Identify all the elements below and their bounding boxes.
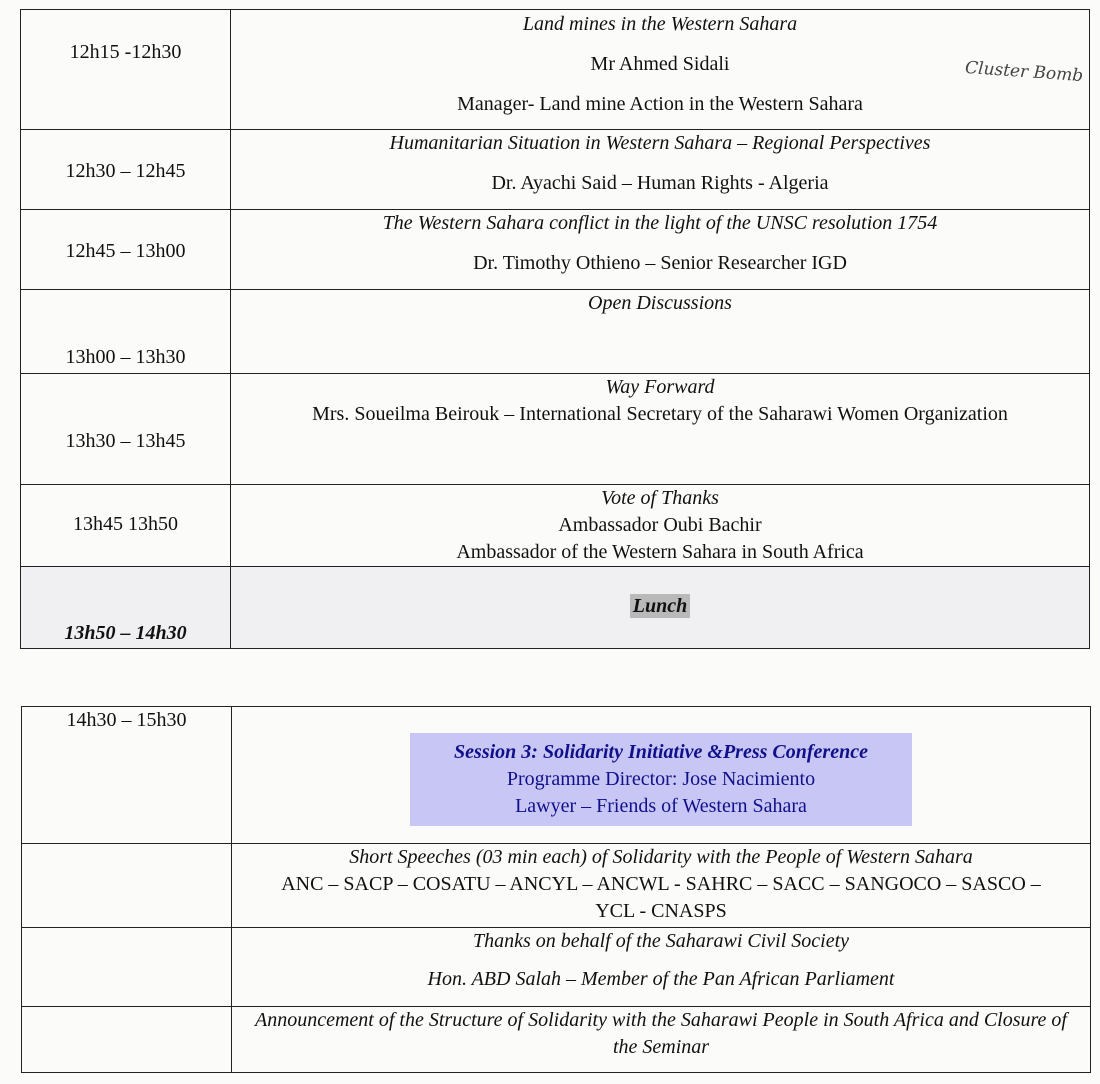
agenda-cell [231, 374, 1090, 485]
time-cell [22, 844, 232, 928]
time-label: 14h30 – 15h30 [66, 709, 187, 731]
session-director-role: Lawyer – Friends of Western Sahara [515, 795, 807, 817]
agenda-title: Land mines in the Western Sahara [522, 13, 798, 35]
agenda-cell [231, 210, 1090, 290]
time-label: 13h30 – 13h45 [65, 430, 186, 452]
agenda-title: Open Discussions [588, 292, 732, 314]
handwritten-annotation: Cluster Bomb [964, 57, 1084, 87]
time-cell [21, 130, 231, 210]
agenda-speaker: Mrs. Soueilma Beirouk – International Secretary of the Saharawi Women Organization [312, 403, 1008, 425]
agenda-cell [232, 844, 1091, 928]
table-row [21, 290, 1090, 374]
schedule-table-afternoon [21, 706, 1091, 1073]
session-highlight [410, 733, 912, 826]
session-director: Programme Director: Jose Nacimiento [506, 768, 816, 790]
time-cell [21, 374, 231, 485]
agenda-title: The Western Sahara conflict in the light of the UNSC resolution 1754 [382, 212, 938, 234]
time-cell [22, 707, 232, 844]
table-row [21, 130, 1090, 210]
time-cell [22, 1007, 232, 1073]
agenda-orgs: ANC – SACP – COSATU – ANCYL – ANCWL - SAHRC – SACC – SANGOCO – SASCO – YCL - CNASPS [281, 873, 1041, 922]
agenda-speaker: Dr. Timothy Othieno – Senior Researcher IGD [473, 252, 847, 274]
time-label: 12h15 -12h30 [69, 41, 182, 63]
time-cell [21, 290, 231, 374]
time-cell [21, 10, 231, 130]
table-row [21, 10, 1090, 130]
time-label: 13h50 – 14h30 [64, 622, 187, 644]
agenda-title: Humanitarian Situation in Western Sahara – Regional Perspectives [389, 132, 931, 154]
time-cell [22, 928, 232, 1007]
agenda-cell [231, 290, 1090, 374]
table-row [21, 374, 1090, 485]
agenda-cell [232, 1007, 1091, 1073]
agenda-cell [231, 567, 1090, 649]
agenda-title: Vote of Thanks [601, 487, 719, 509]
agenda-title: Short Speeches (03 min each) of Solidarity with the People of Western Sahara [349, 846, 973, 868]
table-row [22, 707, 1091, 844]
session-title: Session 3: Solidarity Initiative &Press Conference [454, 741, 868, 763]
table-row [22, 928, 1091, 1007]
table-row [21, 567, 1090, 649]
time-label: 12h30 – 12h45 [65, 160, 186, 182]
agenda-speaker: Dr. Ayachi Said – Human Rights - Algeria [491, 172, 829, 194]
agenda-cell [231, 10, 1090, 130]
agenda-cell [232, 707, 1091, 844]
table-row [21, 210, 1090, 290]
agenda-role: Ambassador of the Western Sahara in South Africa [456, 541, 864, 563]
agenda-speaker: Hon. ABD Salah – Member of the Pan African Parliament [427, 968, 895, 990]
table-row [22, 1007, 1091, 1073]
agenda-cell [231, 485, 1090, 567]
agenda-cell [232, 928, 1091, 1007]
agenda-speaker: Ambassador Oubi Bachir [558, 514, 762, 536]
agenda-role: Manager- Land mine Action in the Western Sahara [457, 93, 863, 115]
agenda-cell [231, 130, 1090, 210]
table-row [21, 485, 1090, 567]
agenda-title: Thanks on behalf of the Saharawi Civil Society [472, 930, 850, 952]
time-cell [21, 210, 231, 290]
lunch-label: Lunch [630, 594, 690, 618]
agenda-title: Way Forward [605, 376, 715, 398]
time-label: 12h45 – 13h00 [65, 240, 186, 262]
time-label: 13h45 13h50 [73, 513, 178, 535]
table-row [22, 844, 1091, 928]
schedule-table-morning [20, 9, 1090, 649]
time-cell [21, 485, 231, 567]
agenda-title: Announcement of the Structure of Solidarity with the Saharawi People in South Africa and Closure of the Seminar [255, 1009, 1067, 1058]
time-cell [21, 567, 231, 649]
agenda-speaker: Mr Ahmed Sidali [590, 53, 730, 75]
time-label: 13h00 – 13h30 [65, 346, 186, 368]
